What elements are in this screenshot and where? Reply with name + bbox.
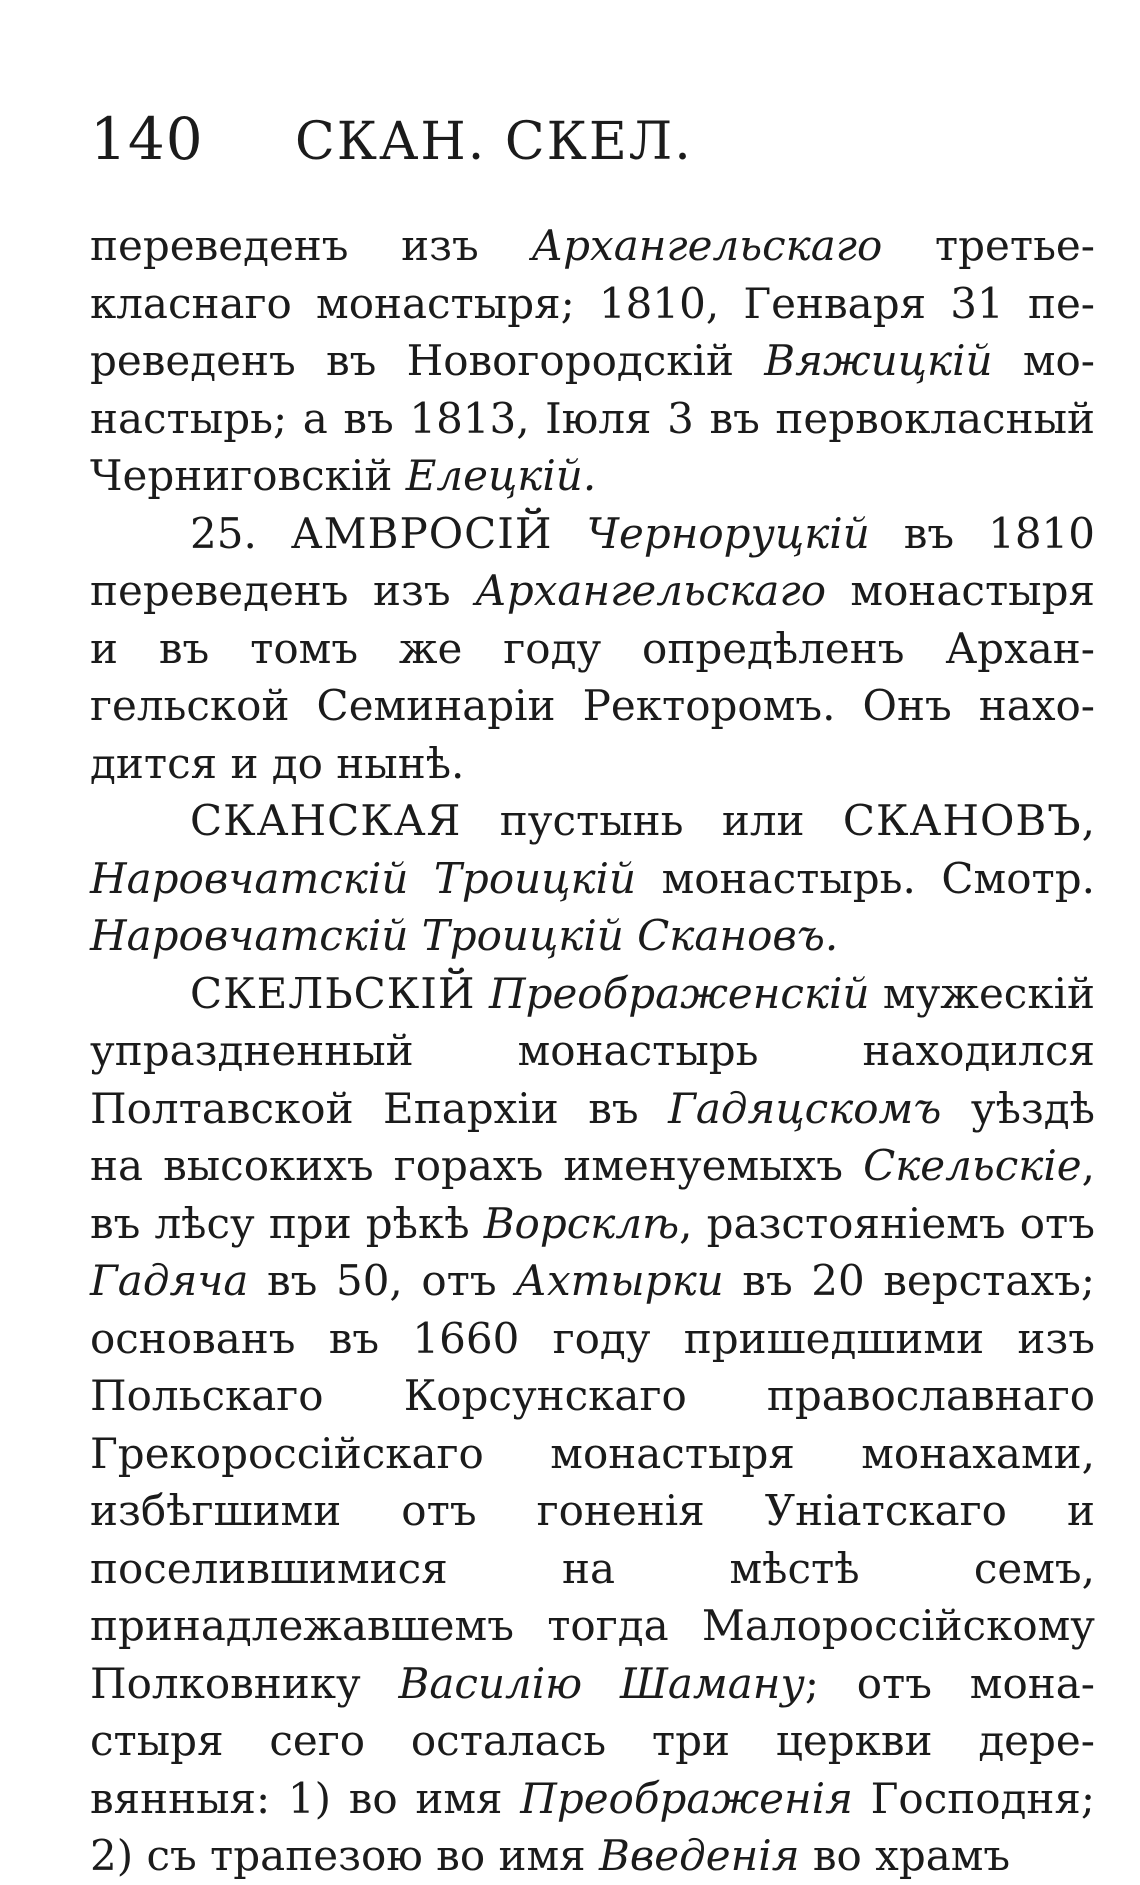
running-head: СКАН. СКЕЛ.: [295, 112, 693, 172]
italic-run: Архангельскаго: [475, 566, 826, 615]
italic-run: Гадяча: [90, 1256, 249, 1305]
text-run: [476, 969, 489, 1018]
text-run: въ 50, отъ: [248, 1256, 516, 1305]
headword-run: АМВРОСІЙ: [290, 508, 553, 558]
text-run: уѣздѣ на высокихъ горахъ именуемыхъ: [90, 1083, 1095, 1190]
italic-run: Гадяцскомъ: [668, 1083, 942, 1133]
italic-run: Василію Шаману: [398, 1658, 805, 1708]
text-run: во храмъ: [799, 1831, 1011, 1880]
text-run: пустынь или: [461, 796, 843, 845]
text-run: ,: [1081, 796, 1095, 845]
italic-run: Елецкій.: [405, 451, 597, 500]
italic-run: Преображенскій: [488, 968, 870, 1018]
italic-run: Наровчатскій Троицкій: [90, 853, 637, 903]
italic-run: Архангельскаго: [531, 221, 883, 270]
page-header: [90, 105, 1095, 173]
text-run: [553, 509, 587, 558]
italic-run: Черноруцкій: [586, 508, 870, 558]
text-run: въ 20 верстахъ; основанъ въ 1660 году пришедшими изъ Польскаго Корсунскаго православнаго Грекороссійскаго монастыря монахами, избѣгшими отъ гоненія Уніатскаго и поселившимися на мѣстѣ семъ, принадлежавшемъ тогда Малороссійскому Полковнику: [90, 1256, 1096, 1708]
paragraph: [90, 792, 1095, 965]
text-run: , разстояніемъ отъ: [679, 1198, 1095, 1248]
italic-run: Преображенія: [520, 1773, 853, 1823]
italic-run: Вяжицкій: [764, 336, 993, 385]
page-number: 140: [90, 105, 204, 173]
text-run: ; отъ монастыря сего осталась три церкви деревянныя: 1) во имя: [90, 1658, 1095, 1823]
italic-run: Наровчатскій Троицкій Скановъ.: [90, 911, 839, 960]
text-run: Господня; 2) съ трапезою во имя: [90, 1773, 1095, 1880]
italic-run: Ахтырки: [515, 1256, 724, 1305]
text-run: третьекласнаго монастыря; 1810, Генваря 31 переведенъ въ Новогородскій: [90, 221, 1095, 385]
text-run: 25.: [190, 508, 291, 558]
paragraph: [90, 505, 1095, 793]
headword-run: СКАНОВЪ: [842, 796, 1082, 845]
paragraph: [90, 217, 1095, 505]
headword-run: СКЕЛЬСКІЙ: [190, 968, 476, 1018]
text-run: монастырь. Смотр.: [636, 853, 1095, 903]
italic-run: Скельскіе: [863, 1141, 1082, 1190]
text-run: , въ лѣсу при рѣкѣ: [90, 1141, 1095, 1248]
text-run: въ 1810 переведенъ изъ: [90, 508, 1095, 615]
text-run: мужескій упраздненный монастырь находился Полтавской Епархіи въ: [90, 968, 1095, 1133]
text-run: переведенъ изъ: [90, 221, 532, 270]
text-run: монастыря и въ томъ же году опредѣленъ Архангельской Семинаріи Ректоромъ. Онъ находится и до нынѣ.: [90, 566, 1095, 788]
paragraph: [90, 965, 1095, 1885]
italic-run: Введенія: [598, 1831, 800, 1880]
headword-run: СКАНСКАЯ: [190, 796, 462, 845]
italic-run: Ворсклѣ: [483, 1198, 680, 1248]
text-run: монастырь; а въ 1813, Іюля 3 въ первокласный Черниговскій: [90, 336, 1095, 500]
body-text: [90, 217, 1095, 1885]
